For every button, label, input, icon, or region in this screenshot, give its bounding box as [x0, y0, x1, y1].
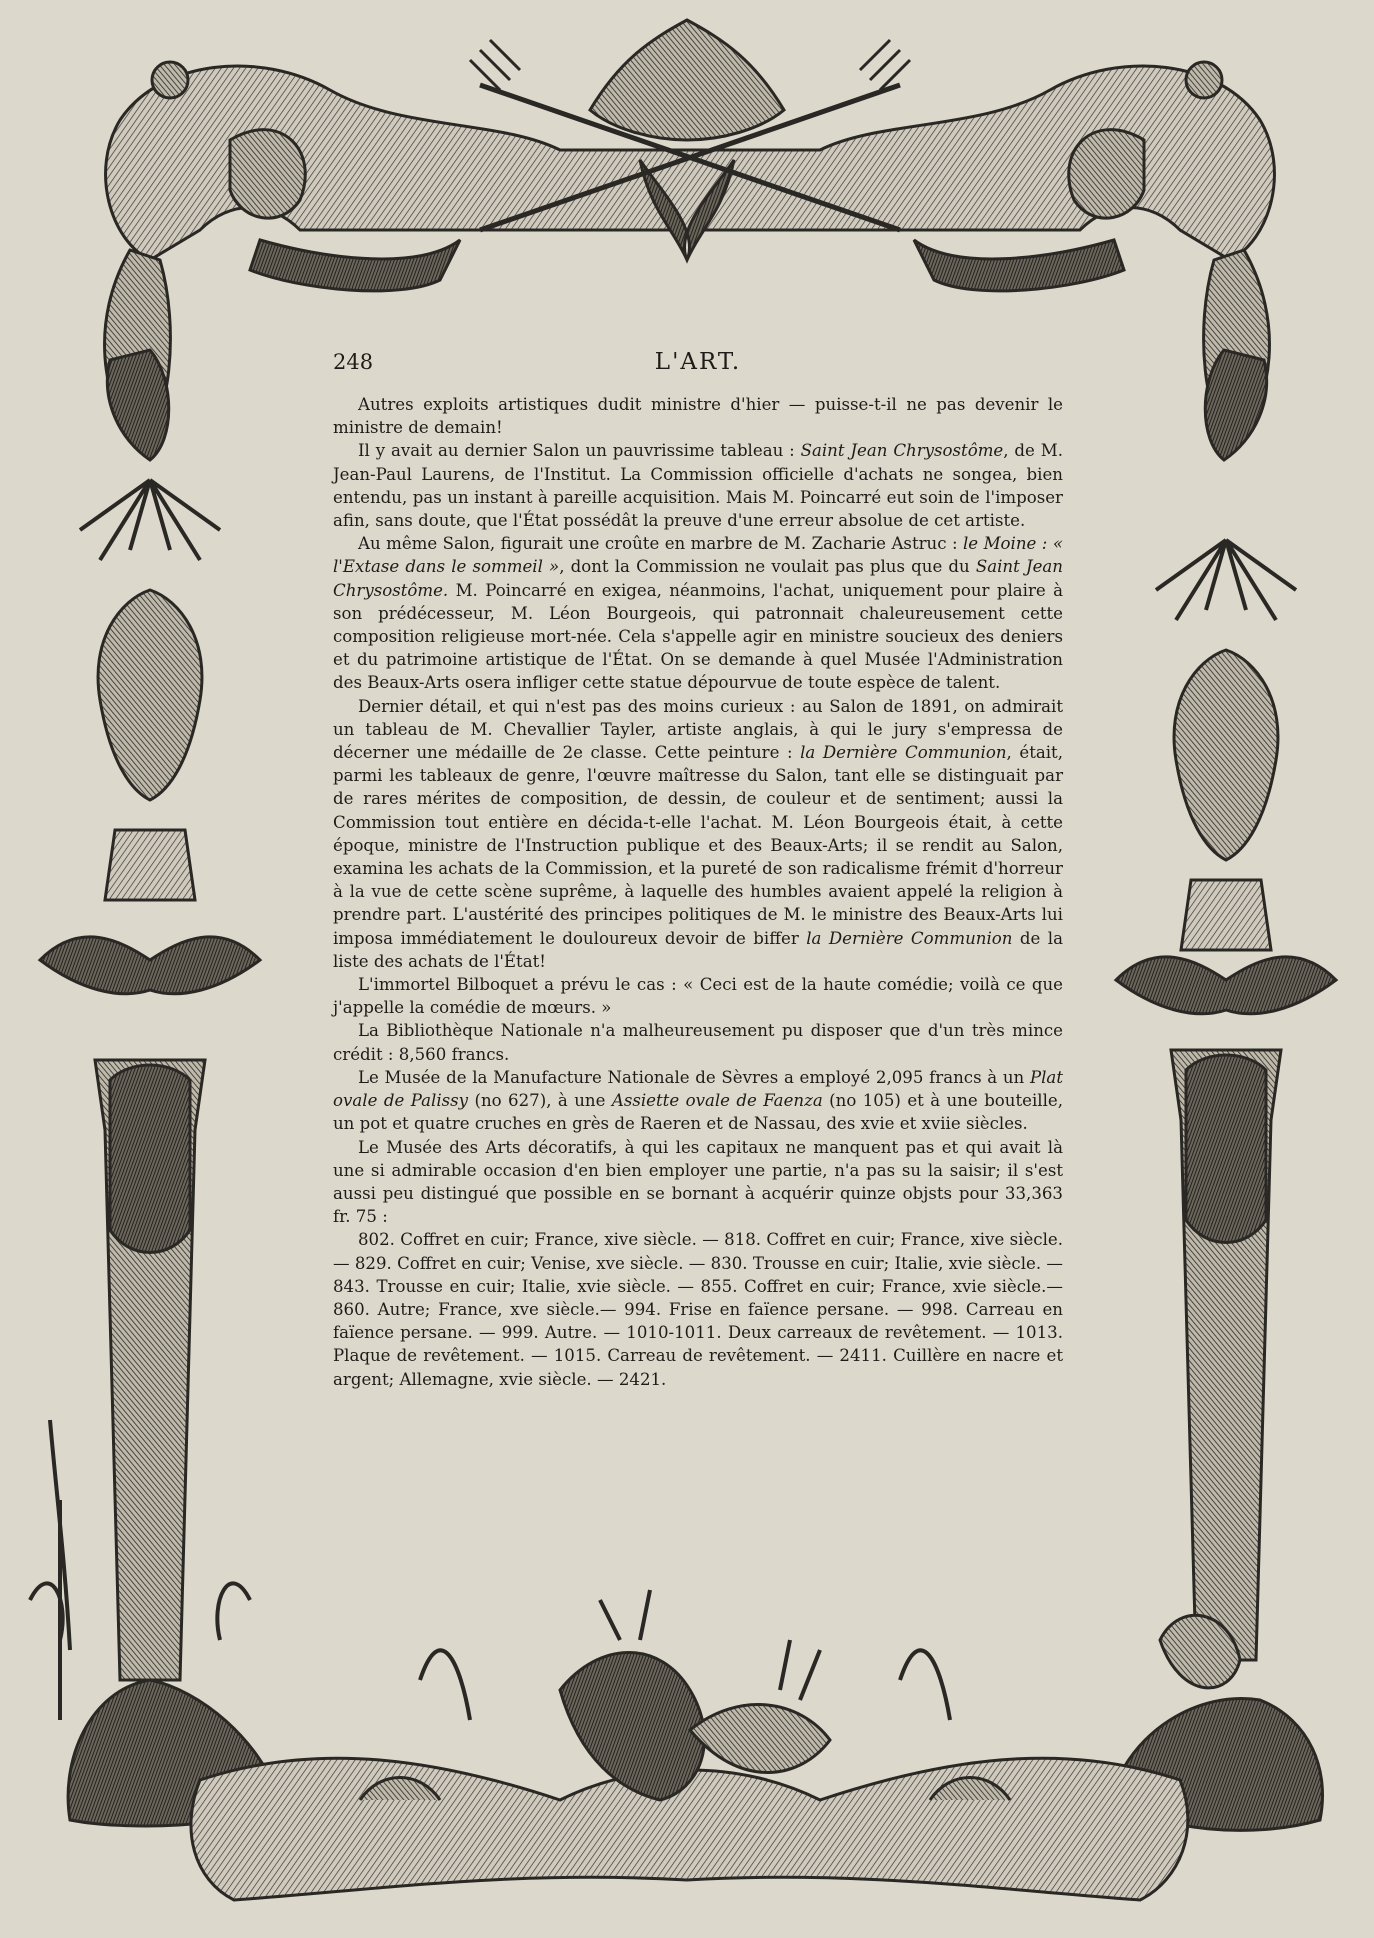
text-run: Au même Salon, figurait une croûte en marbre de M. Zacharie Astruc : — [358, 534, 963, 554]
italic-title: la Dernière Communion — [800, 743, 1007, 763]
paragraph — [333, 1019, 1063, 1065]
page-header — [333, 350, 1063, 380]
italic-title: Assiette ovale de Faenza — [611, 1091, 823, 1111]
text-run: (no 105) et à une bouteille, un pot et quatre cruches en grès de Raeren et de Nassau, des xvie et xviie siècles. — [333, 1091, 1063, 1134]
paragraph — [333, 439, 1063, 532]
text-run: , dont la Commission ne voulait pas plus que du — [559, 557, 976, 577]
paragraph — [333, 973, 1063, 1019]
italic-title: le Moine : « l'Extase dans le sommeil » — [333, 534, 1063, 577]
text-run: M. Poincarré en exigea, néanmoins, l'achat, uniquement pour plaire à son prédécesseur, M. Léon Bourgeois, qui patronnait chaleureusement cette composition religieuse mort-née. Cela s'appelle agir en ministre soucieux des deniers et du patrimoine artistique de l'État. On se demande à quel Musée l'Administration des Beaux-Arts osera infliger cette statue dépourvue de toute espèce de talent. — [333, 580, 1063, 693]
paragraph — [333, 1136, 1063, 1229]
paragraph — [333, 532, 1063, 694]
text-run: 802. Coffret en cuir; France, xive siècle. — 818. Coffret en cuir; France, xive siècle. — 829. Coffret en cuir; Venise, xve siècle. — 830. Trousse en cuir; Italie, xvie siècle. — 843. Trousse en cuir; Italie, xvie siècle. — 855. Coffret en cuir; France, xvie siècle.— 860. Autre; France, xve siècle.— 994. Frise en faïence persane. — 998. Carreau en faïence persane. — 999. Autre. — 1010-1011. Deux carreaux de revêtement. — 1013. Plaque de revêtement. — 1015. Carreau de revêtement. — 2411. Cuillère en nacre et argent; Allemagne, xvie siècle. — 2421. — [333, 1230, 1063, 1389]
italic-title: Saint Jean Chrysostôme. — [333, 557, 1063, 600]
text-run: Autres exploits artistiques dudit ministre d'hier — puisse-t-il ne pas devenir le ministre de demain! — [333, 395, 1063, 438]
text-run: Dernier détail, et qui n'est pas des moins curieux : au Salon de 1891, on admirait un tableau de M. Chevallier Tayler, artiste anglais, à qui le jury s'empressa de décerner une médaille de 2e classe. Cette peinture : — [333, 696, 1063, 763]
paragraph — [333, 1066, 1063, 1136]
italic-title: Plat ovale de Palissy — [333, 1067, 1063, 1111]
italic-title: Saint Jean Chrysostôme — [800, 441, 1004, 461]
italic-title: la Dernière Communion — [806, 928, 1013, 948]
text-run: La Bibliothèque Nationale n'a malheureusement pu disposer que d'un très mince crédit : 8,560 francs. — [333, 1021, 1063, 1064]
paragraph — [333, 1228, 1063, 1390]
text-run: (no 627), à une — [468, 1091, 612, 1111]
text-run: Il y avait au dernier Salon un pauvrissime tableau : — [358, 441, 801, 461]
left-pillar — [30, 250, 280, 1826]
bottom-ornament — [191, 1590, 1188, 1900]
top-cartouche — [106, 20, 1275, 291]
text-run: Le Musée de la Manufacture Nationale de Sèvres a employé 2,095 francs à un — [358, 1067, 1030, 1087]
paragraph — [333, 695, 1063, 973]
right-pillar — [1110, 250, 1336, 1830]
text-run: L'immortel Bilboquet a prévu le cas : « Ceci est de la haute comédie; voilà ce que j'appelle la comédie de mœurs. » — [333, 975, 1063, 1018]
paragraph — [333, 393, 1063, 439]
running-title: L'ART. — [654, 349, 742, 375]
text-run: de la liste des achats de l'État! — [333, 928, 1063, 971]
page-number: 248 — [333, 350, 374, 374]
text-run: , de M. Jean-Paul Laurens, de l'Institut. La Commission officielle d'achats ne songea, bien entendu, pas un instant à pareille acquisition. Mais M. Poincarré eut soin de l'imposer afin, sans doute, que l'État possédât la preuve d'une erreur absolue de cet artiste. — [333, 441, 1063, 531]
text-run: , était, parmi les tableaux de genre, l'œuvre maîtresse du Salon, tant elle se distinguait par de rares mérites de composition, de dessin, de couleur et de sentiment; aussi la Commission tout entière en décida-t-elle l'achat. M. Léon Bourgeois était, à cette époque, ministre de l'Instruction publique et des Beaux-Arts; il se rendit au Salon, examina les achats de la Commission, et la pureté de son radicalisme frémit d'horreur à la vue de cette scène suprême, à laquelle des humbles avaient appelé la religion à prendre part. L'austérité des principes politiques de M. le ministre des Beaux-Arts lui imposa immédiatement le douloureux devoir de biffer — [333, 743, 1063, 948]
text-run: Le Musée des Arts décoratifs, à qui les capitaux ne manquent pas et qui avait là une si admirable occasion d'en bien employer une partie, n'a pas su la saisir; il s'est aussi peu distingué que possible en se bornant à acquérir quinze objsts pour 33,363 fr. 75 : — [333, 1137, 1063, 1227]
article-body — [333, 393, 1063, 1391]
